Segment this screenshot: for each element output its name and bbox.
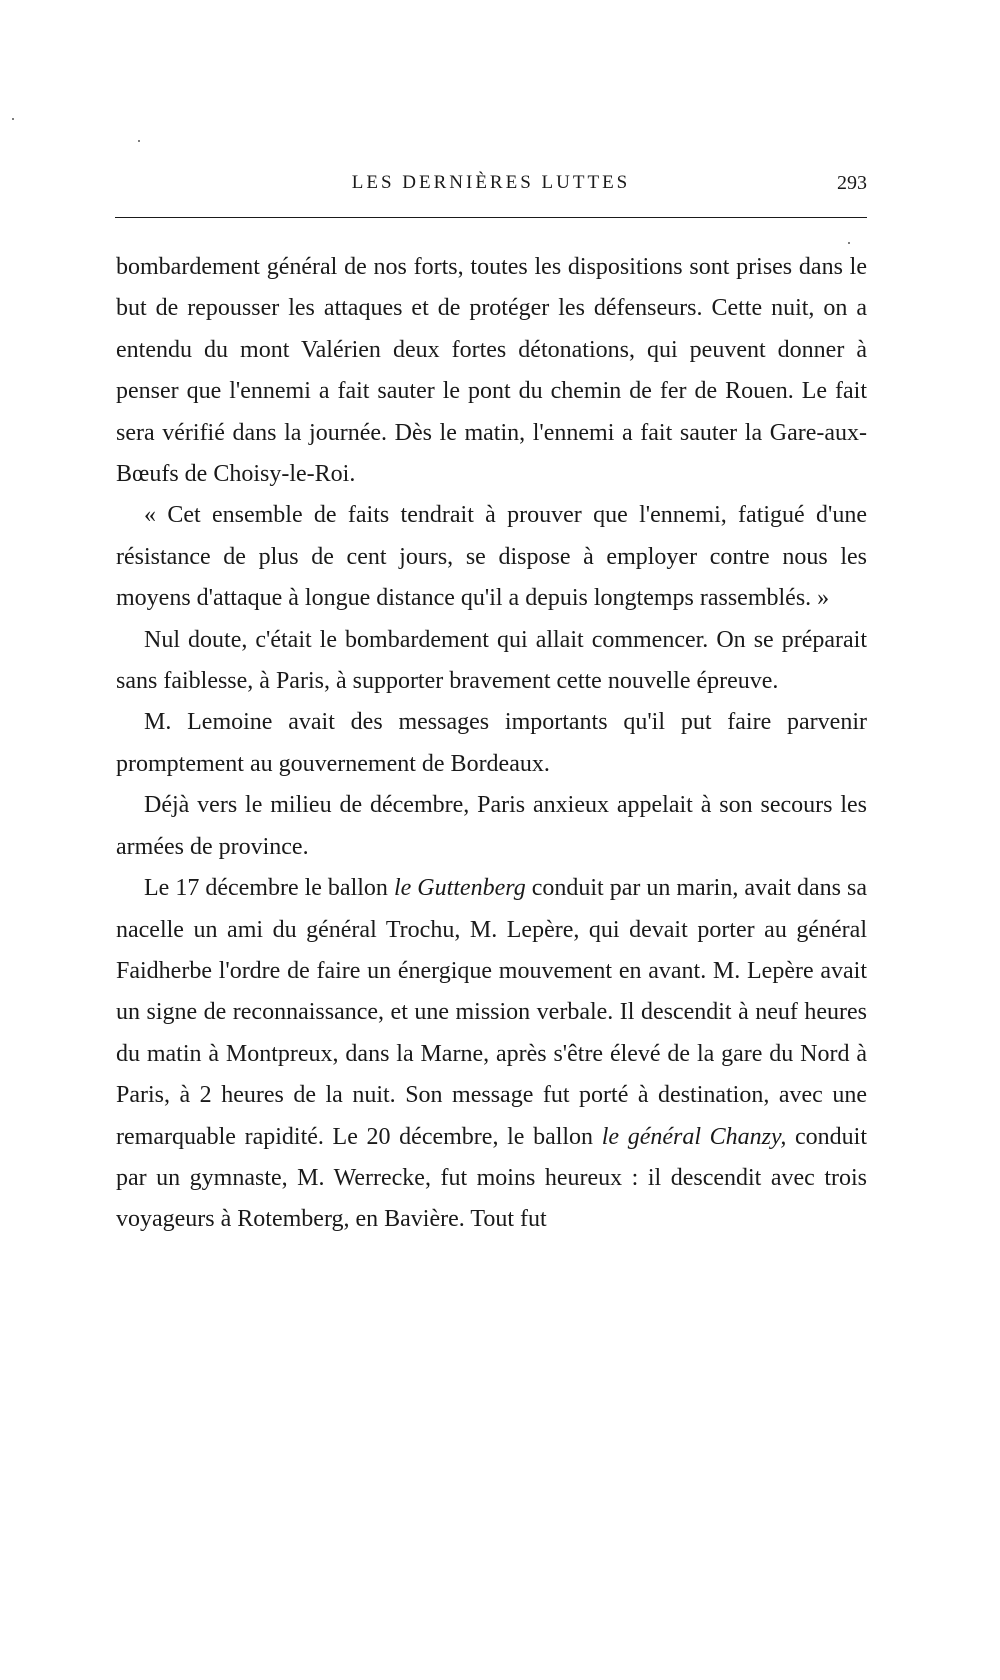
balloon-name-general-chanzy: le général Chanzy,	[601, 1123, 787, 1150]
scan-speck	[138, 140, 140, 142]
page-number: 293	[837, 172, 867, 194]
scan-speck	[12, 118, 14, 120]
header-rule	[115, 217, 867, 218]
paragraph-4: M. Lemoine avait des messages importants qu'il put faire parvenir promptement au gouvernement de Bordeaux.	[116, 709, 867, 777]
paragraph-1: bombardement général de nos forts, toutes les dispositions sont prises dans le but de repousser les attaques et de protéger les défenseurs. Cette nuit, on a entendu du mont Valérien deux fortes détonations, qui peuvent donner à penser que l'ennemi a fait sauter le pont du chemin de fer de Rouen. Le fait sera vérifié dans la journée. Dès le matin, l'ennemi a fait sauter la Gare-aux-Bœufs de Choisy-le-Roi.	[116, 254, 867, 488]
paragraph-5: Déjà vers le milieu de décembre, Paris anxieux appelait à son secours les armées de province.	[116, 792, 867, 860]
paragraph-6-text-b: conduit par un marin, avait dans sa nacelle un ami du général Trochu, M. Lepère, qui devait porter au général Faidherbe l'ordre de faire un énergique mouvement en avant. M. Lepère avait un signe de reconnaissance, et une mission verbale. Il descendit à neuf heures du matin à Montpreux, dans la Marne, après s'être élevé de la gare du Nord à Paris, à 2 heures de la nuit. Son message fut porté à destination, avec une remarquable rapidité. Le 20 décembre, le ballon	[116, 875, 868, 1150]
paragraph-6-text-c: conduit par un gymnaste, M. Werrecke, fut moins heureux : il descendit avec trois voyageurs à Rotemberg, en Bavière. Tout fut	[116, 1123, 867, 1233]
body-text	[116, 247, 867, 1241]
paragraph-3: Nul doute, c'était le bombardement qui allait commencer. On se préparait sans faiblesse, à Paris, à supporter bravement cette nouvelle épreuve.	[116, 626, 867, 695]
running-head	[115, 172, 867, 202]
paragraph-6	[116, 868, 867, 1241]
running-title: LES DERNIÈRES LUTTES	[351, 172, 631, 193]
balloon-name-guttenberg: le Guttenberg	[393, 875, 526, 902]
paragraph-2: « Cet ensemble de faits tendrait à prouver que l'ennemi, fatigué d'une résistance de plus de cent jours, se dispose à employer contre nous les moyens d'attaque à longue distance qu'il a depuis longtemps rassemblés. »	[116, 502, 867, 612]
scan-speck	[848, 242, 850, 244]
paragraph-6-text-a: Le 17 décembre le ballon	[144, 875, 394, 902]
